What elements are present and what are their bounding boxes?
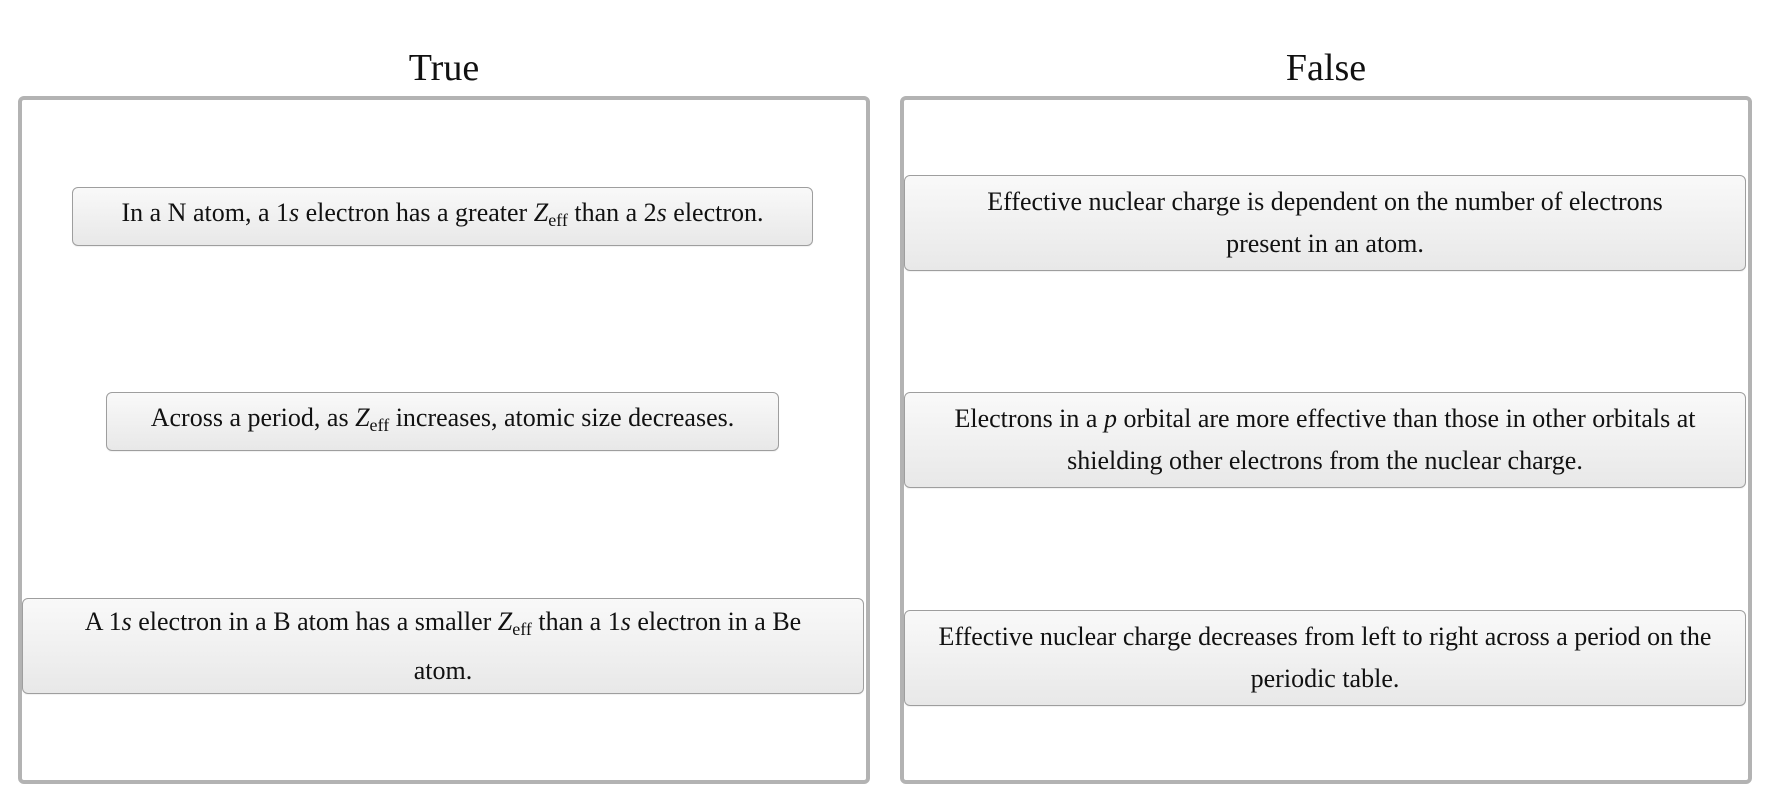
statement-text: Effective nuclear charge is dependent on the number of electrons present in an atom. xyxy=(987,187,1663,258)
statement-card[interactable] xyxy=(904,175,1746,271)
statement-text: Effective nuclear charge decreases from left to right across a period on the periodic table. xyxy=(938,622,1712,693)
statement-card[interactable] xyxy=(904,392,1746,488)
statement-text: Across a period, as $Z_{eff}$ increases, atomic size decreases. xyxy=(150,403,735,435)
statement-text: Electrons in a p orbital are more effective than those in other orbitals at shielding other electrons from the nuclear charge. xyxy=(954,404,1696,475)
statement-text: A 1s electron in a B atom has a smaller $Z_{eff}$ than a 1s electron in a Be atom. xyxy=(84,606,802,685)
statement-card[interactable] xyxy=(72,187,813,246)
statement-card[interactable] xyxy=(904,610,1746,706)
true-column-title: True xyxy=(408,47,480,89)
false-column-title: False xyxy=(1285,47,1367,89)
statement-card[interactable] xyxy=(106,392,779,451)
statement-card[interactable] xyxy=(22,598,864,694)
statement-text: In a N atom, a 1s electron has a greater $Z_{eff}$ than a 2s electron. xyxy=(121,198,764,230)
